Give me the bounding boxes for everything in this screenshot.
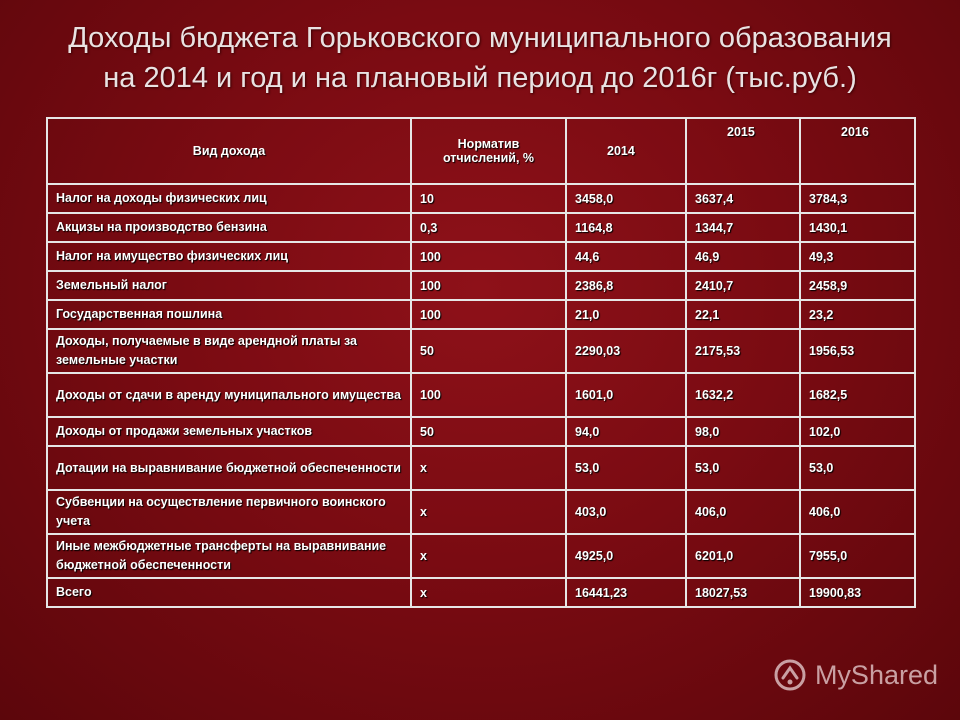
value-2015-cell: 406,0 — [686, 490, 800, 534]
norm-cell: 100 — [411, 373, 566, 417]
norm-cell: х — [411, 446, 566, 490]
value-2014-cell: 2290,03 — [566, 329, 686, 373]
norm-cell: х — [411, 490, 566, 534]
slide-title-line-1: Доходы бюджета Горьковского муниципального образования — [68, 22, 892, 54]
header-2015: 2015 — [686, 118, 800, 184]
value-2014-cell: 4925,0 — [566, 534, 686, 578]
table-row — [47, 373, 915, 417]
value-2015-cell: 2410,7 — [686, 271, 800, 300]
watermark-text: MyShared — [814, 659, 938, 690]
slide-title — [20, 18, 940, 98]
table-row — [47, 490, 915, 534]
header-norm — [411, 118, 566, 184]
income-name-cell: Налог на доходы физических лиц — [47, 184, 411, 213]
income-name-cell: Акцизы на производство бензина — [47, 213, 411, 242]
value-2015-cell: 2175,53 — [686, 329, 800, 373]
income-name-cell: Дотации на выравнивание бюджетной обеспеченности — [47, 446, 411, 490]
table-body — [47, 184, 915, 607]
value-2014-cell: 403,0 — [566, 490, 686, 534]
value-2015-cell: 3637,4 — [686, 184, 800, 213]
value-2015-cell: 98,0 — [686, 417, 800, 446]
table-row — [47, 578, 915, 607]
norm-cell: 50 — [411, 329, 566, 373]
value-2016-cell: 2458,9 — [800, 271, 915, 300]
table-row — [47, 213, 915, 242]
budget-income-table — [46, 117, 916, 608]
table-row — [47, 417, 915, 446]
value-2016-cell: 102,0 — [800, 417, 915, 446]
norm-cell: 10 — [411, 184, 566, 213]
income-name-cell: Доходы, получаемые в виде арендной платы за земельные участки — [47, 329, 411, 373]
table-row — [47, 271, 915, 300]
value-2016-cell: 23,2 — [800, 300, 915, 329]
value-2016-cell: 53,0 — [800, 446, 915, 490]
value-2014-cell: 21,0 — [566, 300, 686, 329]
norm-cell: 100 — [411, 271, 566, 300]
value-2014-cell: 3458,0 — [566, 184, 686, 213]
table-row — [47, 242, 915, 271]
value-2015-cell: 22,1 — [686, 300, 800, 329]
norm-cell: 0,3 — [411, 213, 566, 242]
value-2015-cell: 53,0 — [686, 446, 800, 490]
value-2014-cell: 16441,23 — [566, 578, 686, 607]
value-2016-cell: 1430,1 — [800, 213, 915, 242]
norm-cell: х — [411, 534, 566, 578]
value-2016-cell: 19900,83 — [800, 578, 915, 607]
value-2015-cell: 1344,7 — [686, 213, 800, 242]
norm-cell: 100 — [411, 300, 566, 329]
header-income-type: Вид дохода — [47, 118, 411, 184]
slide-title-line-2: на 2014 и год и на плановый период до 2016г (тыс.руб.) — [103, 62, 857, 94]
value-2016-cell: 7955,0 — [800, 534, 915, 578]
income-name-cell: Государственная пошлина — [47, 300, 411, 329]
norm-cell: 100 — [411, 242, 566, 271]
value-2014-cell: 94,0 — [566, 417, 686, 446]
income-name-cell: Иные межбюджетные трансферты на выравнивание бюджетной обеспеченности — [47, 534, 411, 578]
income-name-cell: Доходы от сдачи в аренду муниципального имущества — [47, 373, 411, 417]
header-norm-line-2: отчислений, % — [442, 151, 535, 165]
watermark — [773, 658, 938, 692]
income-name-cell: Доходы от продажи земельных участков — [47, 417, 411, 446]
value-2014-cell: 44,6 — [566, 242, 686, 271]
income-name-cell: Всего — [47, 578, 411, 607]
value-2014-cell: 53,0 — [566, 446, 686, 490]
value-2014-cell: 2386,8 — [566, 271, 686, 300]
value-2014-cell: 1164,8 — [566, 213, 686, 242]
norm-cell: х — [411, 578, 566, 607]
myshared-logo-icon — [773, 658, 807, 692]
norm-cell: 50 — [411, 417, 566, 446]
value-2014-cell: 1601,0 — [566, 373, 686, 417]
table-row — [47, 446, 915, 490]
table-header-row — [47, 118, 915, 184]
value-2016-cell: 3784,3 — [800, 184, 915, 213]
income-name-cell: Земельный налог — [47, 271, 411, 300]
value-2016-cell: 49,3 — [800, 242, 915, 271]
income-name-cell: Налог на имущество физических лиц — [47, 242, 411, 271]
value-2016-cell: 1956,53 — [800, 329, 915, 373]
header-norm-line-1: Норматив — [457, 137, 520, 151]
value-2015-cell: 1632,2 — [686, 373, 800, 417]
value-2015-cell: 46,9 — [686, 242, 800, 271]
income-name-cell: Субвенции на осуществление первичного воинского учета — [47, 490, 411, 534]
header-2016: 2016 — [800, 118, 915, 184]
table-row — [47, 184, 915, 213]
table-row — [47, 534, 915, 578]
value-2015-cell: 6201,0 — [686, 534, 800, 578]
value-2016-cell: 1682,5 — [800, 373, 915, 417]
table-row — [47, 300, 915, 329]
value-2016-cell: 406,0 — [800, 490, 915, 534]
value-2015-cell: 18027,53 — [686, 578, 800, 607]
header-2014: 2014 — [566, 118, 686, 184]
table-row — [47, 329, 915, 373]
